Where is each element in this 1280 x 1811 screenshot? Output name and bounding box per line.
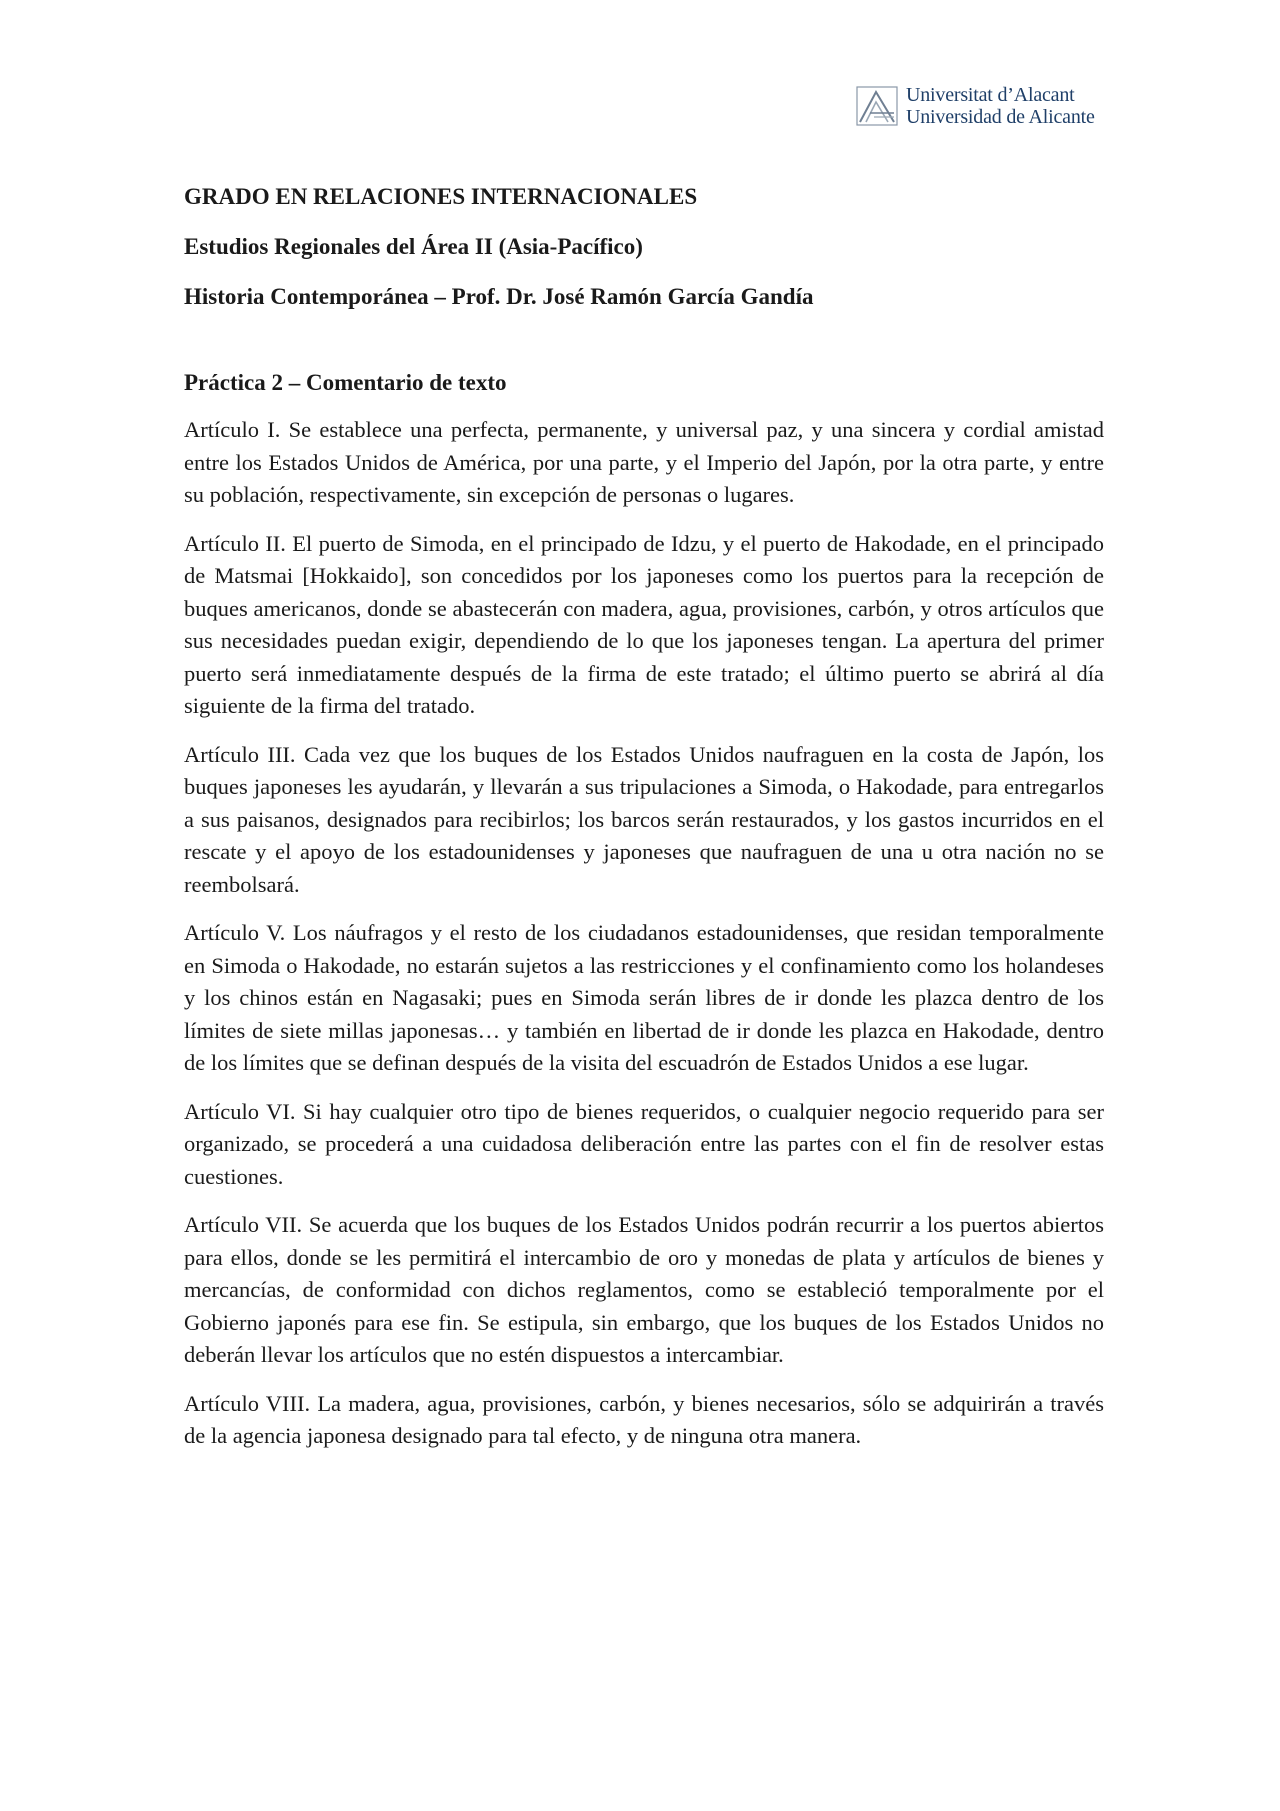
article-paragraph: Artículo I. Se establece una perfecta, permanente, y universal paz, y una sincera y cordial amistad entre los Estados Unidos de América, por una parte, y el Imperio del Japón, por la otra parte, y entre su población, respectivamente, sin excepción de personas o lugares. xyxy=(184,417,1104,507)
document-body xyxy=(184,182,1104,1469)
article-paragraph: Artículo VI. Si hay cualquier otro tipo de bienes requeridos, o cualquier negocio requerido para ser organizado, se procederá a una cuidadosa deliberación entre las partes con el fin de resolver estas cuestiones. xyxy=(184,1098,1104,1189)
article-paragraph: Artículo II. El puerto de Simoda, en el principado de Idzu, y el puerto de Hakodade, en el principado de Matsmai [Hokkaido], son concedidos por los japoneses como los puertos para la recepción de buques americanos, donde se abastecerán con madera, agua, provisiones, carbón, y otros artículos que sus necesidades puedan exigir, dependiendo de lo que los japoneses tengan. La apertura del primer puerto será inmediatamente después de la firma de este tratado; el último puerto se abrirá al día siguiente de la firma del tratado. xyxy=(184,530,1104,718)
university-name-spanish: Universidad de Alicante xyxy=(906,106,1095,128)
course-title: Estudios Regionales del Área II (Asia-Pacífico) xyxy=(184,234,643,259)
practice-title: Práctica 2 – Comentario de texto xyxy=(184,370,507,395)
article-paragraph: Artículo VII. Se acuerda que los buques de los Estados Unidos podrán recurrir a los puertos abiertos para ellos, donde se les permitirá el intercambio de oro y monedas de plata y artículos de bienes y mercancías, de conformidad con dichos reglamentos, como se estableció temporalmente por el Gobierno japonés para ese fin. Se estipula, sin embargo, que los buques de los Estados Unidos no deberán llevar los artículos que no estén dispuestos a intercambiar. xyxy=(184,1212,1104,1367)
university-logo xyxy=(856,84,1095,128)
university-name-valencian: Universitat d’Alacant xyxy=(906,84,1075,106)
university-emblem-icon xyxy=(856,86,898,126)
subject-title: Historia Contemporánea – Prof. Dr. José Ramón García Gandía xyxy=(184,284,814,309)
university-name xyxy=(906,84,1095,128)
article-paragraph: Artículo V. Los náufragos y el resto de los ciudadanos estadounidenses, que residan temporalmente en Simoda o Hakodade, no estarán sujetos a las restricciones y el confinamiento como los holandeses y los chinos están en Nagasaki; pues en Simoda serán libres de ir donde les plazca dentro de los límites de siete millas japonesas… y también en libertad de ir donde les plazca en Hakodade, dentro de los límites que se definan después de la visita del escuadrón de Estados Unidos a ese lugar. xyxy=(184,920,1104,1075)
article-paragraph: Artículo VIII. La madera, agua, provisiones, carbón, y bienes necesarios, sólo se adquirirán a través de la agencia japonesa designado para tal efecto, y de ninguna otra manera. xyxy=(184,1390,1104,1448)
program-title: GRADO EN RELACIONES INTERNACIONALES xyxy=(184,184,698,209)
article-paragraph: Artículo III. Cada vez que los buques de los Estados Unidos naufraguen en la costa de Japón, los buques japoneses les ayudarán, y llevarán a sus tripulaciones a Simoda, o Hakodade, para entregarlos a sus paisanos, designados para recibirlos; los barcos serán restaurados, y los gastos incurridos en el rescate y el apoyo de los estadounidenses y japoneses que naufraguen de una u otra nación no se reembolsará. xyxy=(184,741,1104,897)
